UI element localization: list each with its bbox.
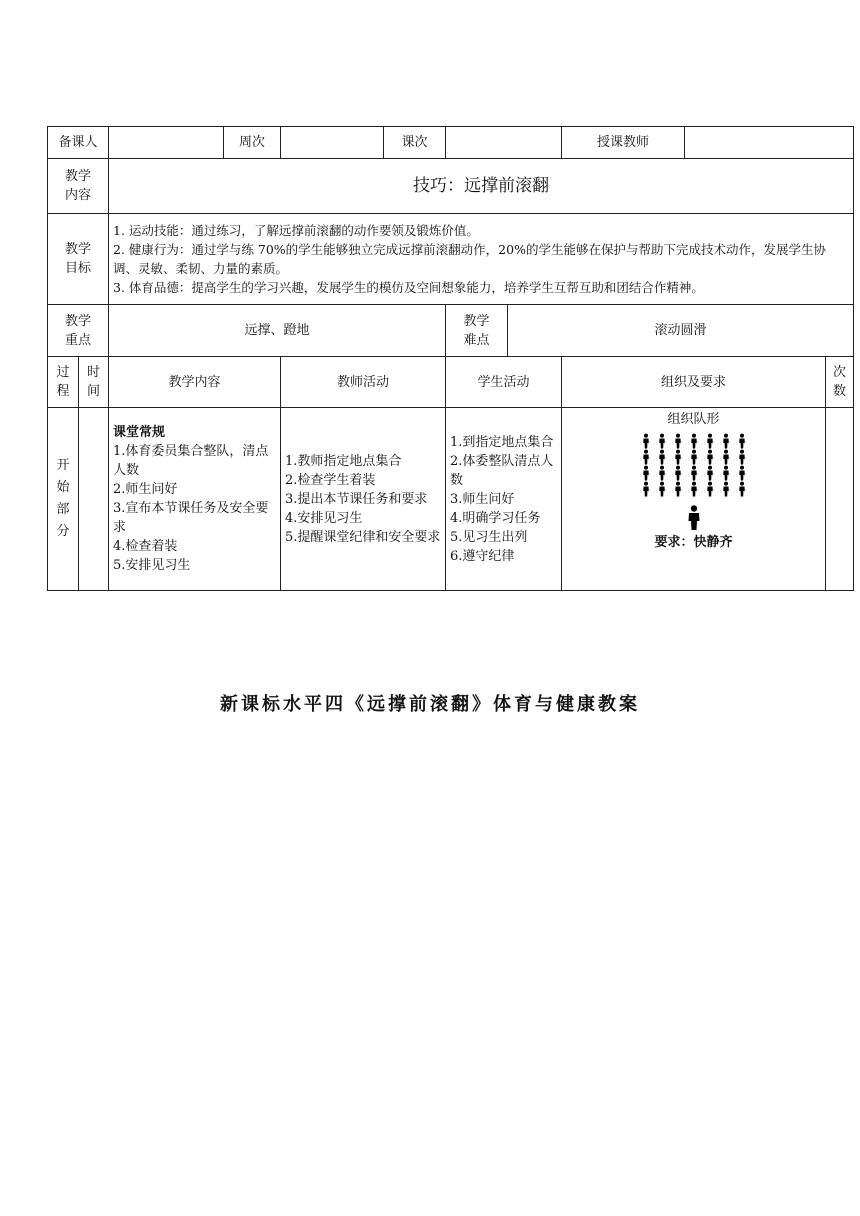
goals-label-line-2: 目标 [65, 261, 92, 276]
goals-row [48, 214, 854, 305]
person-icon [638, 465, 654, 481]
start-student-activity [446, 408, 562, 591]
person-icon [718, 465, 734, 481]
list-item: 6.遵守纪律 [450, 548, 515, 564]
start-count [826, 408, 854, 591]
start-section-row [48, 408, 854, 591]
col-count [826, 357, 854, 408]
header-row [48, 127, 854, 159]
content-label-line-2: 内容 [65, 188, 92, 203]
col-student: 学生活动 [446, 357, 562, 408]
col-time-line-1: 时 [87, 365, 101, 380]
person-icon [734, 481, 750, 497]
person-icon [670, 449, 686, 465]
list-item: 4.安排见习生 [285, 510, 363, 526]
start-content-title: 课堂常规 [113, 425, 166, 440]
person-icon [670, 433, 686, 449]
person-icon [686, 481, 702, 497]
start-label-char: 始 [56, 480, 70, 495]
key-label-line-2: 重点 [65, 332, 92, 348]
key-difficulty-row [48, 305, 854, 357]
start-content [109, 408, 281, 591]
difficulty-label [446, 305, 508, 357]
content-row [48, 159, 854, 214]
person-icon [734, 433, 750, 449]
person-icon [654, 449, 670, 465]
col-content: 教学内容 [109, 357, 281, 408]
start-label-char: 部 [56, 502, 70, 517]
goal-item: 1. 运动技能：通过练习，了解远撑前滚翻的动作要领及锻炼价值。 [113, 223, 479, 238]
person-icon [638, 449, 654, 465]
col-process-line-1: 过 [56, 365, 70, 380]
lesson-label: 课次 [384, 127, 446, 159]
person-icon [734, 465, 750, 481]
goal-item: 3. 体育品德：提高学生的学习兴趣，发展学生的模仿及空间想象能力，培养学生互帮互助和团结合作精神。 [113, 280, 704, 295]
list-item: 2.师生问好 [113, 482, 178, 497]
person-icon [702, 433, 718, 449]
start-teacher-activity [281, 408, 446, 591]
person-icon [638, 481, 654, 497]
document-title: 新课标水平四《远撑前滚翻》体育与健康教案 [220, 694, 640, 715]
start-label-char: 开 [56, 458, 70, 473]
person-icon [718, 433, 734, 449]
col-count-line-2: 数 [833, 384, 847, 399]
teacher-value [685, 127, 854, 159]
person-icon [686, 465, 702, 481]
col-teacher: 教师活动 [281, 357, 446, 408]
teacher-label: 授课教师 [562, 127, 685, 159]
person-icon [654, 481, 670, 497]
list-item: 1.体育委员集合整队，清点人数 [113, 444, 269, 478]
list-item: 2.体委整队清点人数 [450, 453, 554, 488]
prep-label: 备课人 [48, 127, 109, 159]
person-icon [718, 449, 734, 465]
formation-requirement: 要求：快静齐 [654, 535, 733, 550]
person-icon [686, 449, 702, 465]
list-item: 1.到指定地点集合 [450, 434, 554, 450]
prep-value [109, 127, 224, 159]
week-label: 周次 [224, 127, 281, 159]
col-time-line-2: 间 [87, 384, 101, 399]
goals-label-line-1: 教学 [65, 242, 92, 257]
person-icon [702, 481, 718, 497]
teacher-person-icon [687, 505, 701, 531]
col-time [79, 357, 109, 408]
person-icon [670, 465, 686, 481]
difficulty-value: 滚动圆滑 [508, 305, 854, 357]
list-item: 1.教师指定地点集合 [285, 453, 402, 469]
list-item: 3.师生问好 [450, 491, 515, 507]
goals-label [48, 214, 109, 305]
content-label [48, 159, 109, 214]
list-item: 4.检查着装 [113, 539, 178, 554]
difficulty-label-line-2: 难点 [463, 332, 490, 348]
col-process [48, 357, 79, 408]
person-icon [734, 449, 750, 465]
key-label-line-1: 教学 [65, 313, 92, 329]
col-process-line-2: 程 [56, 384, 70, 399]
goal-item: 2. 健康行为：通过学与练 70%的学生能够独立完成远撑前滚翻动作，20%的学生能够在保护与帮助下完成技术动作，发展学生协调、灵敏、柔韧、力量的素质。 [113, 242, 826, 276]
student-formation [566, 433, 821, 497]
start-section-label [48, 408, 79, 591]
lesson-value [446, 127, 562, 159]
key-value: 远撑、蹬地 [109, 305, 446, 357]
start-label-char: 分 [56, 524, 70, 539]
person-icon [702, 465, 718, 481]
key-label [48, 305, 109, 357]
lesson-topic: 技巧：远撑前滚翻 [109, 159, 854, 214]
content-label-line-1: 教学 [65, 169, 92, 184]
person-icon [654, 465, 670, 481]
list-item: 4.明确学习任务 [450, 510, 541, 526]
person-icon [654, 433, 670, 449]
formation-title: 组织队形 [667, 412, 720, 427]
list-item: 2.检查学生着装 [285, 472, 376, 488]
person-icon [670, 481, 686, 497]
list-item: 5.见习生出列 [450, 529, 528, 545]
column-header-row [48, 357, 854, 408]
col-count-line-1: 次 [833, 365, 847, 380]
list-item: 5.安排见习生 [113, 558, 191, 573]
goals-list [109, 214, 854, 305]
start-organization [562, 408, 826, 591]
start-time [79, 408, 109, 591]
person-icon [702, 449, 718, 465]
lesson-plan-table [47, 126, 854, 591]
person-icon [718, 481, 734, 497]
list-item: 5.提醒课堂纪律和安全要求 [285, 529, 441, 545]
list-item: 3.提出本节课任务和要求 [285, 491, 428, 507]
person-icon [638, 433, 654, 449]
col-org: 组织及要求 [562, 357, 826, 408]
difficulty-label-line-1: 教学 [463, 313, 490, 329]
person-icon [686, 433, 702, 449]
list-item: 3.宣布本节课任务及安全要求 [113, 501, 269, 535]
week-value [281, 127, 384, 159]
